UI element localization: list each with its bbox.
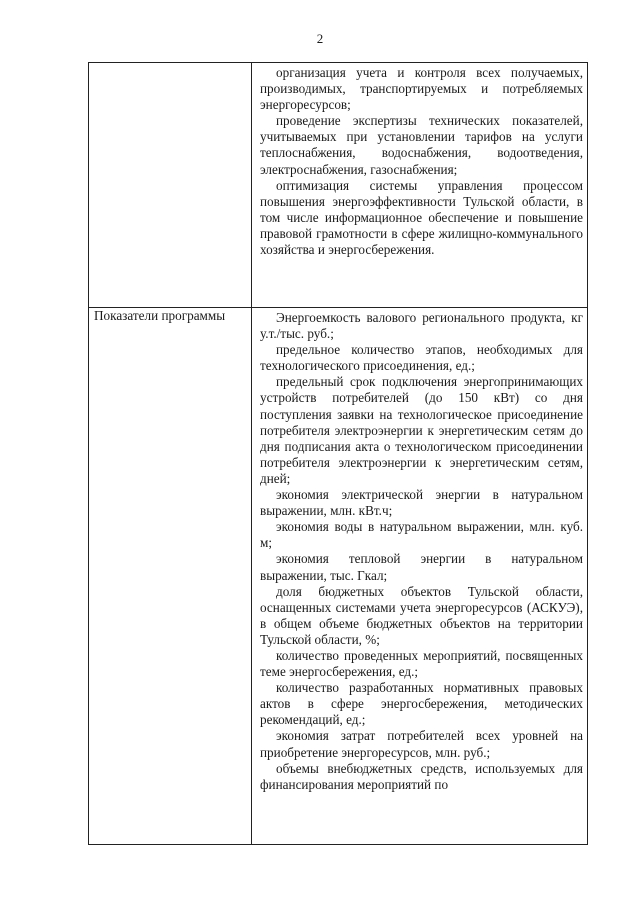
list-item: объемы внебюджетных средств, используемых для финансирования мероприятий по	[260, 760, 583, 792]
row-label-cell: Показатели программы	[89, 308, 252, 845]
table-row	[89, 63, 588, 308]
list-item: оптимизация системы управления процессом повышения энергоэффективности Тульской области, в том числе информационное обеспечение и повышение правовой грамотности в сфере жилищно-коммунального хозяйства и энергосбережения.	[260, 177, 583, 258]
list-item: организация учета и контроля всех получаемых, производимых, транспортируемых и потребляемых энергоресурсов;	[260, 65, 583, 113]
list-item: экономия затрат потребителей всех уровней на приобретение энергоресурсов, млн. руб.;	[260, 728, 583, 760]
list-item: Энергоемкость валового регионального продукта, кг у.т./тыс. руб.;	[260, 310, 583, 342]
list-item: экономия воды в натуральном выражении, млн. куб. м;	[260, 519, 583, 551]
page-number: 2	[316, 31, 324, 46]
list-item: экономия тепловой энергии в натуральном выражении, тыс. Гкал;	[260, 551, 583, 583]
list-item: количество разработанных нормативных правовых актов в сфере энергосбережения, методических рекомендаций, ед.;	[260, 680, 583, 728]
indicators-list	[260, 310, 583, 793]
list-item: количество проведенных мероприятий, посвященных теме энергосбережения, ед.;	[260, 647, 583, 680]
list-item: проведение экспертизы технических показателей, учитываемых при установлении тарифов на услуги теплоснабжения, водоснабжения, водоотведения, электроснабжения, газоснабжения;	[260, 113, 583, 177]
table-row	[89, 308, 588, 845]
list-item: предельное количество этапов, необходимых для технологического присоединения, ед.;	[260, 342, 583, 374]
list-item: доля бюджетных объектов Тульской области, оснащенных системами учета энергоресурсов (АСКУЭ), в общем объеме бюджетных объектов на территории Тульской области, %;	[260, 583, 583, 647]
row-label-cell	[89, 63, 252, 308]
row-content-cell	[252, 308, 588, 845]
program-passport-table	[88, 62, 588, 845]
list-item: предельный срок подключения энергопринимающих устройств потребителей (до 150 кВт) со дня поступления заявки на технологическое присоединение потребителя электроэнергии к энергетическим сетям до дня подписания акта о технологическом присоединении потребителя электроэнергии к энергетическим сетям, дней;	[260, 374, 583, 486]
row-content-cell	[252, 63, 588, 308]
list-item: экономия электрической энергии в натуральном выражении, млн. кВт.ч;	[260, 487, 583, 519]
